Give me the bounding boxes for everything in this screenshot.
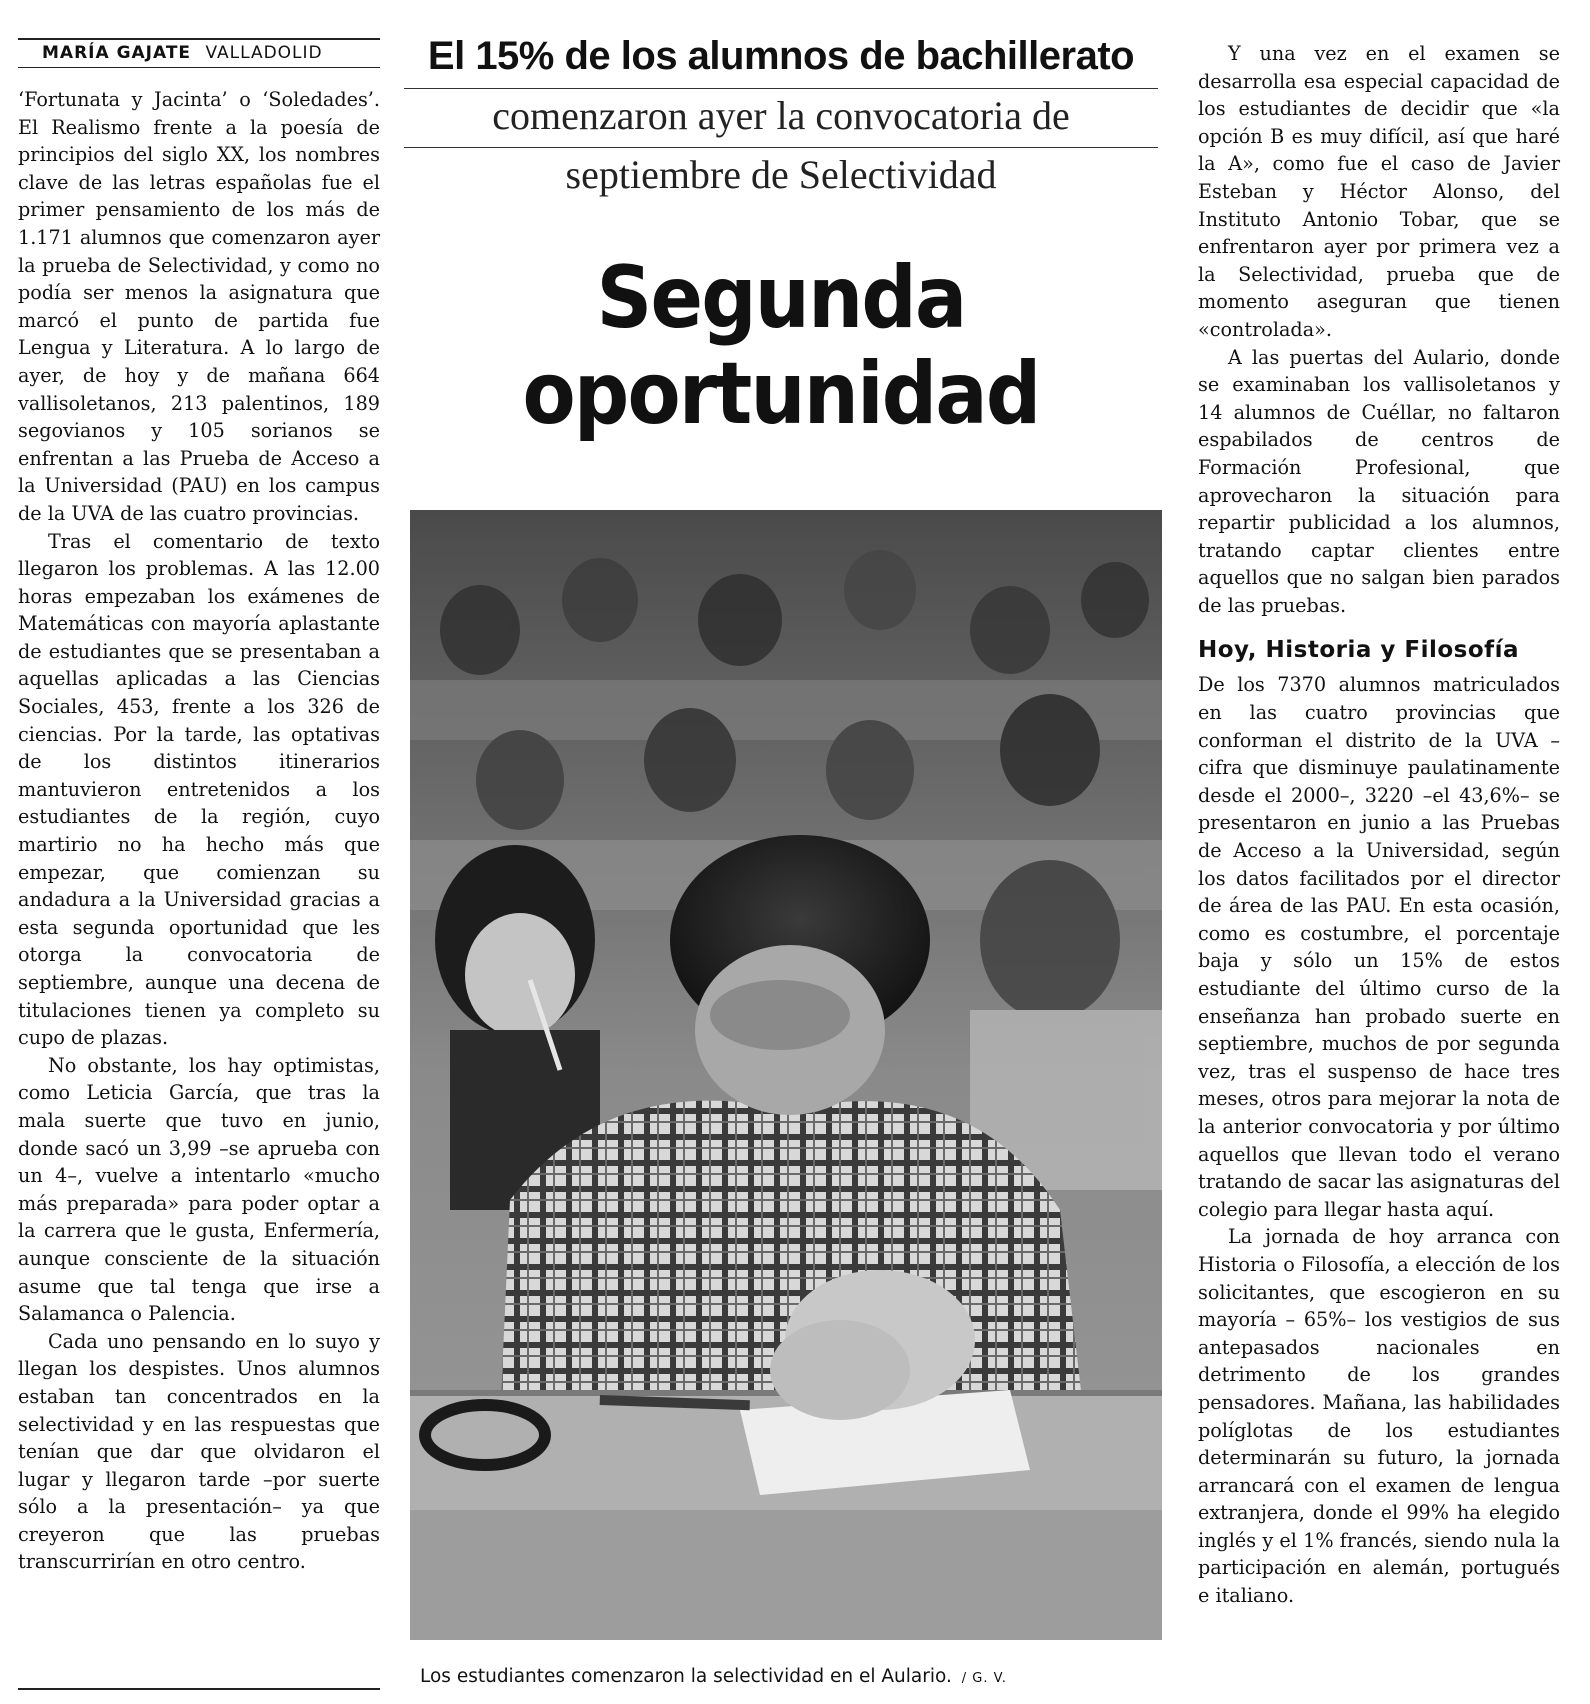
byline-location: VALLADOLID [205,43,323,63]
paragraph: Y una vez en el examen se desarrolla esa especial capacidad de los estudiantes de decidir que «la opción B es muy difícil, así que haré la A», como fue el caso de Javier Esteban y Héctor Alonso, del Instituto Antonio Tobar, que se enfrentaron ayer por primera vez a la Selectividad, prueba que de momento aseguran que tienen «controlada». [1198,42,1560,341]
byline [18,38,380,68]
left-column [18,38,380,1576]
exam-photo [410,510,1162,1640]
photo-caption [420,1666,1180,1687]
subhead: Hoy, Historia y Filosofía [1198,637,1520,664]
right-column [1198,40,1560,1610]
subkicker [404,89,1158,202]
left-column-body [18,86,380,1576]
center-column [404,30,1158,442]
paragraph: No obstante, los hay optimistas, como Leticia García, que tras la mala suerte que tuvo en junio, donde sacó un 3,99 –se aprueba con un 4–, vuelve a intentarlo «mucho más preparada» para poder optar a la carrera que le gusta, Enfermería, aunque consciente de la situación asume que tal tenga que irse a Salamanca o Palencia. [18,1053,380,1326]
headline-line-1: Segunda [596,248,966,348]
bottom-rule [18,1688,380,1690]
headline-line-2: oportunidad [522,344,1040,444]
paragraph: De los 7370 alumnos matriculados en las cuatro provincias que conforman el distrito de la UVA –cifra que disminuye paulatinamente desde el 2000–, 3220 –el 43,6%– se presentaron en junio a las Pruebas de Acceso a la Universidad, según los datos facilitados por el director de área de las PAU. En esta ocasión, como es costumbre, el porcentaje baja y sólo un 15% de estos estudiante del último curso de la enseñanza han probado suerte en septiembre, muchos de por segunda vez, tras el suspenso de hace tres meses, otros para mejorar la nota de la anterior convocatoria y por último aquellos que llevan todo el verano tratando de sacar las asignaturas del colegio para llegar hasta aquí. [1198,673,1560,1221]
photo-credit: / G. V. [961,1671,1007,1686]
paragraph: A las puertas del Aulario, donde se examinaban los vallisoletanos y 14 alumnos de Cuéllar, no faltaron espabilados de centros de Formación Profesional, que aprovecharon la situación para repartir publicidad a los alumnos, tratando captar clientes entre aquellos que no salgan bien parados de las pruebas. [1198,345,1560,617]
paragraph: La jornada de hoy arranca con Historia o Filosofía, a elección de los solicitantes, que escogieron en su mayoría – 65%– los vestigios de sus antepasados nacionales en detrimento de los grandes pensadores. Mañana, las habilidades políglotas de los estudiantes determinarán su futuro, la jornada arrancará con el examen de lengua extranjera, donde el 99% ha elegido inglés y el 1% francés, siendo nula la participación en alemán, portugués e italiano. [1198,1225,1560,1608]
subkicker-line-2: septiembre de Selectividad [565,152,997,197]
byline-author: MARÍA GAJATE [42,43,192,63]
kicker: El 15% de los alumnos de bachillerato [404,30,1158,89]
headline [442,250,1121,442]
paragraph: Cada uno pensando en lo suyo y llegan los despistes. Unos alumnos estaban tan concentrados en la selectividad y en las respuestas que tenían que dar que olvidaron el lugar y llegaron tarde –por suerte sólo a la presentación– ya que creyeron que las pruebas transcurrirían en otro centro. [18,1329,380,1574]
caption-text: Los estudiantes comenzaron la selectividad en el Aulario. [420,1666,952,1687]
paragraph: ‘Fortunata y Jacinta’ o ‘Soledades’. El Realismo frente a la poesía de principios del siglo XX, los nombres clave de las letras españolas fue el primer pensamiento de los más de 1.171 alumnos que comenzaron ayer la prueba de Selectividad, y como no podía ser menos la asignatura que marcó el punto de partida fue Lengua y Literatura. A lo largo de ayer, de hoy y de mañana 664 vallisoletanos, 213 palentinos, 189 segovianos y 105 sorianos se enfrentan a las Prueba de Acceso a la Universidad (PAU) en los campus de la UVA de las cuatro provincias. [18,88,380,525]
paragraph: Tras el comentario de texto llegaron los problemas. A las 12.00 horas empezaban los exámenes de Matemáticas con mayoría aplastante de estudiantes que se presentaban a aquellas aplicadas a las Ciencias Sociales, 453, frente a los 326 de ciencias. Por la tarde, las optativas de los distintos itinerarios mantuvieron entretenidos a los estudiantes de la región, cuyo martirio no ha hecho más que empezar, que comienzan su andadura a la Universidad gracias a esta segunda oportunidad que les otorga la convocatoria de septiembre, aunque una decena de titulaciones tienen ya completo su cupo de plazas. [18,529,380,1050]
subkicker-line-1: comenzaron ayer la convocatoria de [404,89,1158,148]
